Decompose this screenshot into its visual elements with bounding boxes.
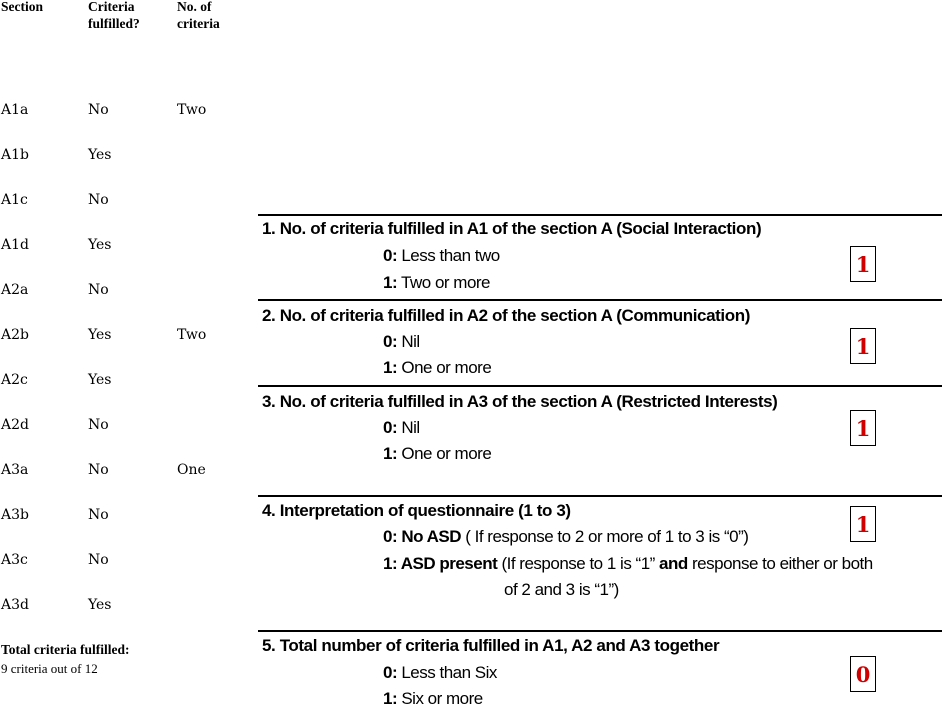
option-key: 0:	[383, 332, 398, 351]
question-2-option-1	[383, 358, 491, 378]
option-text: Nil	[397, 332, 420, 351]
option-text: Nil	[397, 418, 420, 437]
question-4-title: 4. Interpretation of questionnaire (1 to 3)	[262, 501, 571, 520]
row-fulfilled: No	[88, 192, 109, 208]
option-key: 0:	[383, 246, 398, 265]
option-key: 1:	[383, 358, 398, 377]
option-text: Six or more	[397, 689, 483, 708]
divider-rule	[258, 495, 942, 497]
row-fulfilled: No	[88, 552, 109, 568]
row-fulfilled: No	[88, 282, 109, 298]
divider-rule	[258, 385, 942, 387]
question-3-option-0	[383, 418, 420, 438]
row-section: A1c	[1, 192, 28, 208]
question-1-score: 1	[850, 246, 876, 282]
option-text: Less than Six	[397, 663, 497, 682]
row-count: Two	[177, 102, 207, 118]
option-label: No ASD	[397, 527, 461, 546]
row-section: A3b	[1, 507, 29, 523]
option-key: 0:	[383, 418, 398, 437]
question-5-option-0	[383, 663, 497, 683]
option-text: (If response to 1 is “1”	[497, 554, 660, 573]
option-key: 1:	[383, 444, 398, 463]
total-criteria-value: 9 criteria out of 12	[1, 661, 98, 676]
option-text: Less than two	[397, 246, 500, 265]
row-section: A1d	[1, 237, 29, 253]
divider-rule	[258, 630, 942, 632]
row-section: A3a	[1, 462, 29, 478]
question-3-option-1	[383, 444, 491, 464]
question-1-title: 1. No. of criteria fulfilled in A1 of the section A (Social Interaction)	[262, 219, 762, 238]
question-1-option-0	[383, 246, 500, 266]
option-label: ASD present	[397, 554, 498, 573]
question-4-option-1-continued: of 2 and 3 is “1”)	[504, 580, 619, 599]
row-section: A3d	[1, 597, 29, 613]
question-5-option-1	[383, 689, 483, 709]
option-text: response to either or both	[687, 554, 873, 573]
row-fulfilled: Yes	[88, 597, 112, 613]
row-section: A3c	[1, 552, 28, 568]
question-3-score: 1	[850, 410, 876, 446]
row-section: A2d	[1, 417, 29, 433]
row-fulfilled: No	[88, 417, 109, 433]
option-key: 1:	[383, 689, 398, 708]
header-no-of-criteria: No. of criteria	[177, 0, 220, 31]
row-section: A1b	[1, 147, 29, 163]
option-key: 0:	[383, 527, 398, 546]
row-count: One	[177, 462, 206, 478]
row-fulfilled: No	[88, 462, 109, 478]
question-3-title: 3. No. of criteria fulfilled in A3 of the section A (Restricted Interests)	[262, 392, 778, 411]
row-fulfilled: Yes	[88, 237, 112, 253]
row-fulfilled: Yes	[88, 147, 112, 163]
row-fulfilled: Yes	[88, 327, 112, 343]
question-1-option-1	[383, 273, 490, 293]
row-fulfilled: No	[88, 507, 109, 523]
row-section: A2c	[1, 372, 28, 388]
header-criteria-fulfilled: Criteria fulfilled?	[88, 0, 140, 31]
question-4-option-1	[383, 554, 873, 574]
row-fulfilled: Yes	[88, 372, 112, 388]
question-5-score: 0	[850, 656, 876, 692]
option-key: 0:	[383, 663, 398, 682]
option-text: Two or more	[397, 273, 491, 292]
row-fulfilled: No	[88, 102, 109, 118]
option-and: and	[659, 554, 688, 573]
question-4-score: 1	[850, 506, 876, 542]
option-text: One or more	[397, 358, 492, 377]
row-section: A2b	[1, 327, 29, 343]
question-2-option-0	[383, 332, 420, 352]
row-count: Two	[177, 327, 207, 343]
option-text: One or more	[397, 444, 492, 463]
question-2-score: 1	[850, 328, 876, 364]
header-section: Section	[1, 0, 43, 14]
question-4-option-0	[383, 527, 748, 547]
row-section: A2a	[1, 282, 29, 298]
option-key: 1:	[383, 554, 398, 573]
option-text: ( If response to 2 or more of 1 to 3 is “0”)	[461, 527, 749, 546]
row-section: A1a	[1, 102, 29, 118]
question-2-title: 2. No. of criteria fulfilled in A2 of the section A (Communication)	[262, 306, 750, 325]
divider-rule	[258, 214, 942, 216]
question-5-title: 5. Total number of criteria fulfilled in A1, A2 and A3 together	[262, 636, 720, 655]
total-criteria-label: Total criteria fulfilled:	[1, 642, 130, 657]
divider-rule	[258, 299, 942, 301]
option-key: 1:	[383, 273, 398, 292]
